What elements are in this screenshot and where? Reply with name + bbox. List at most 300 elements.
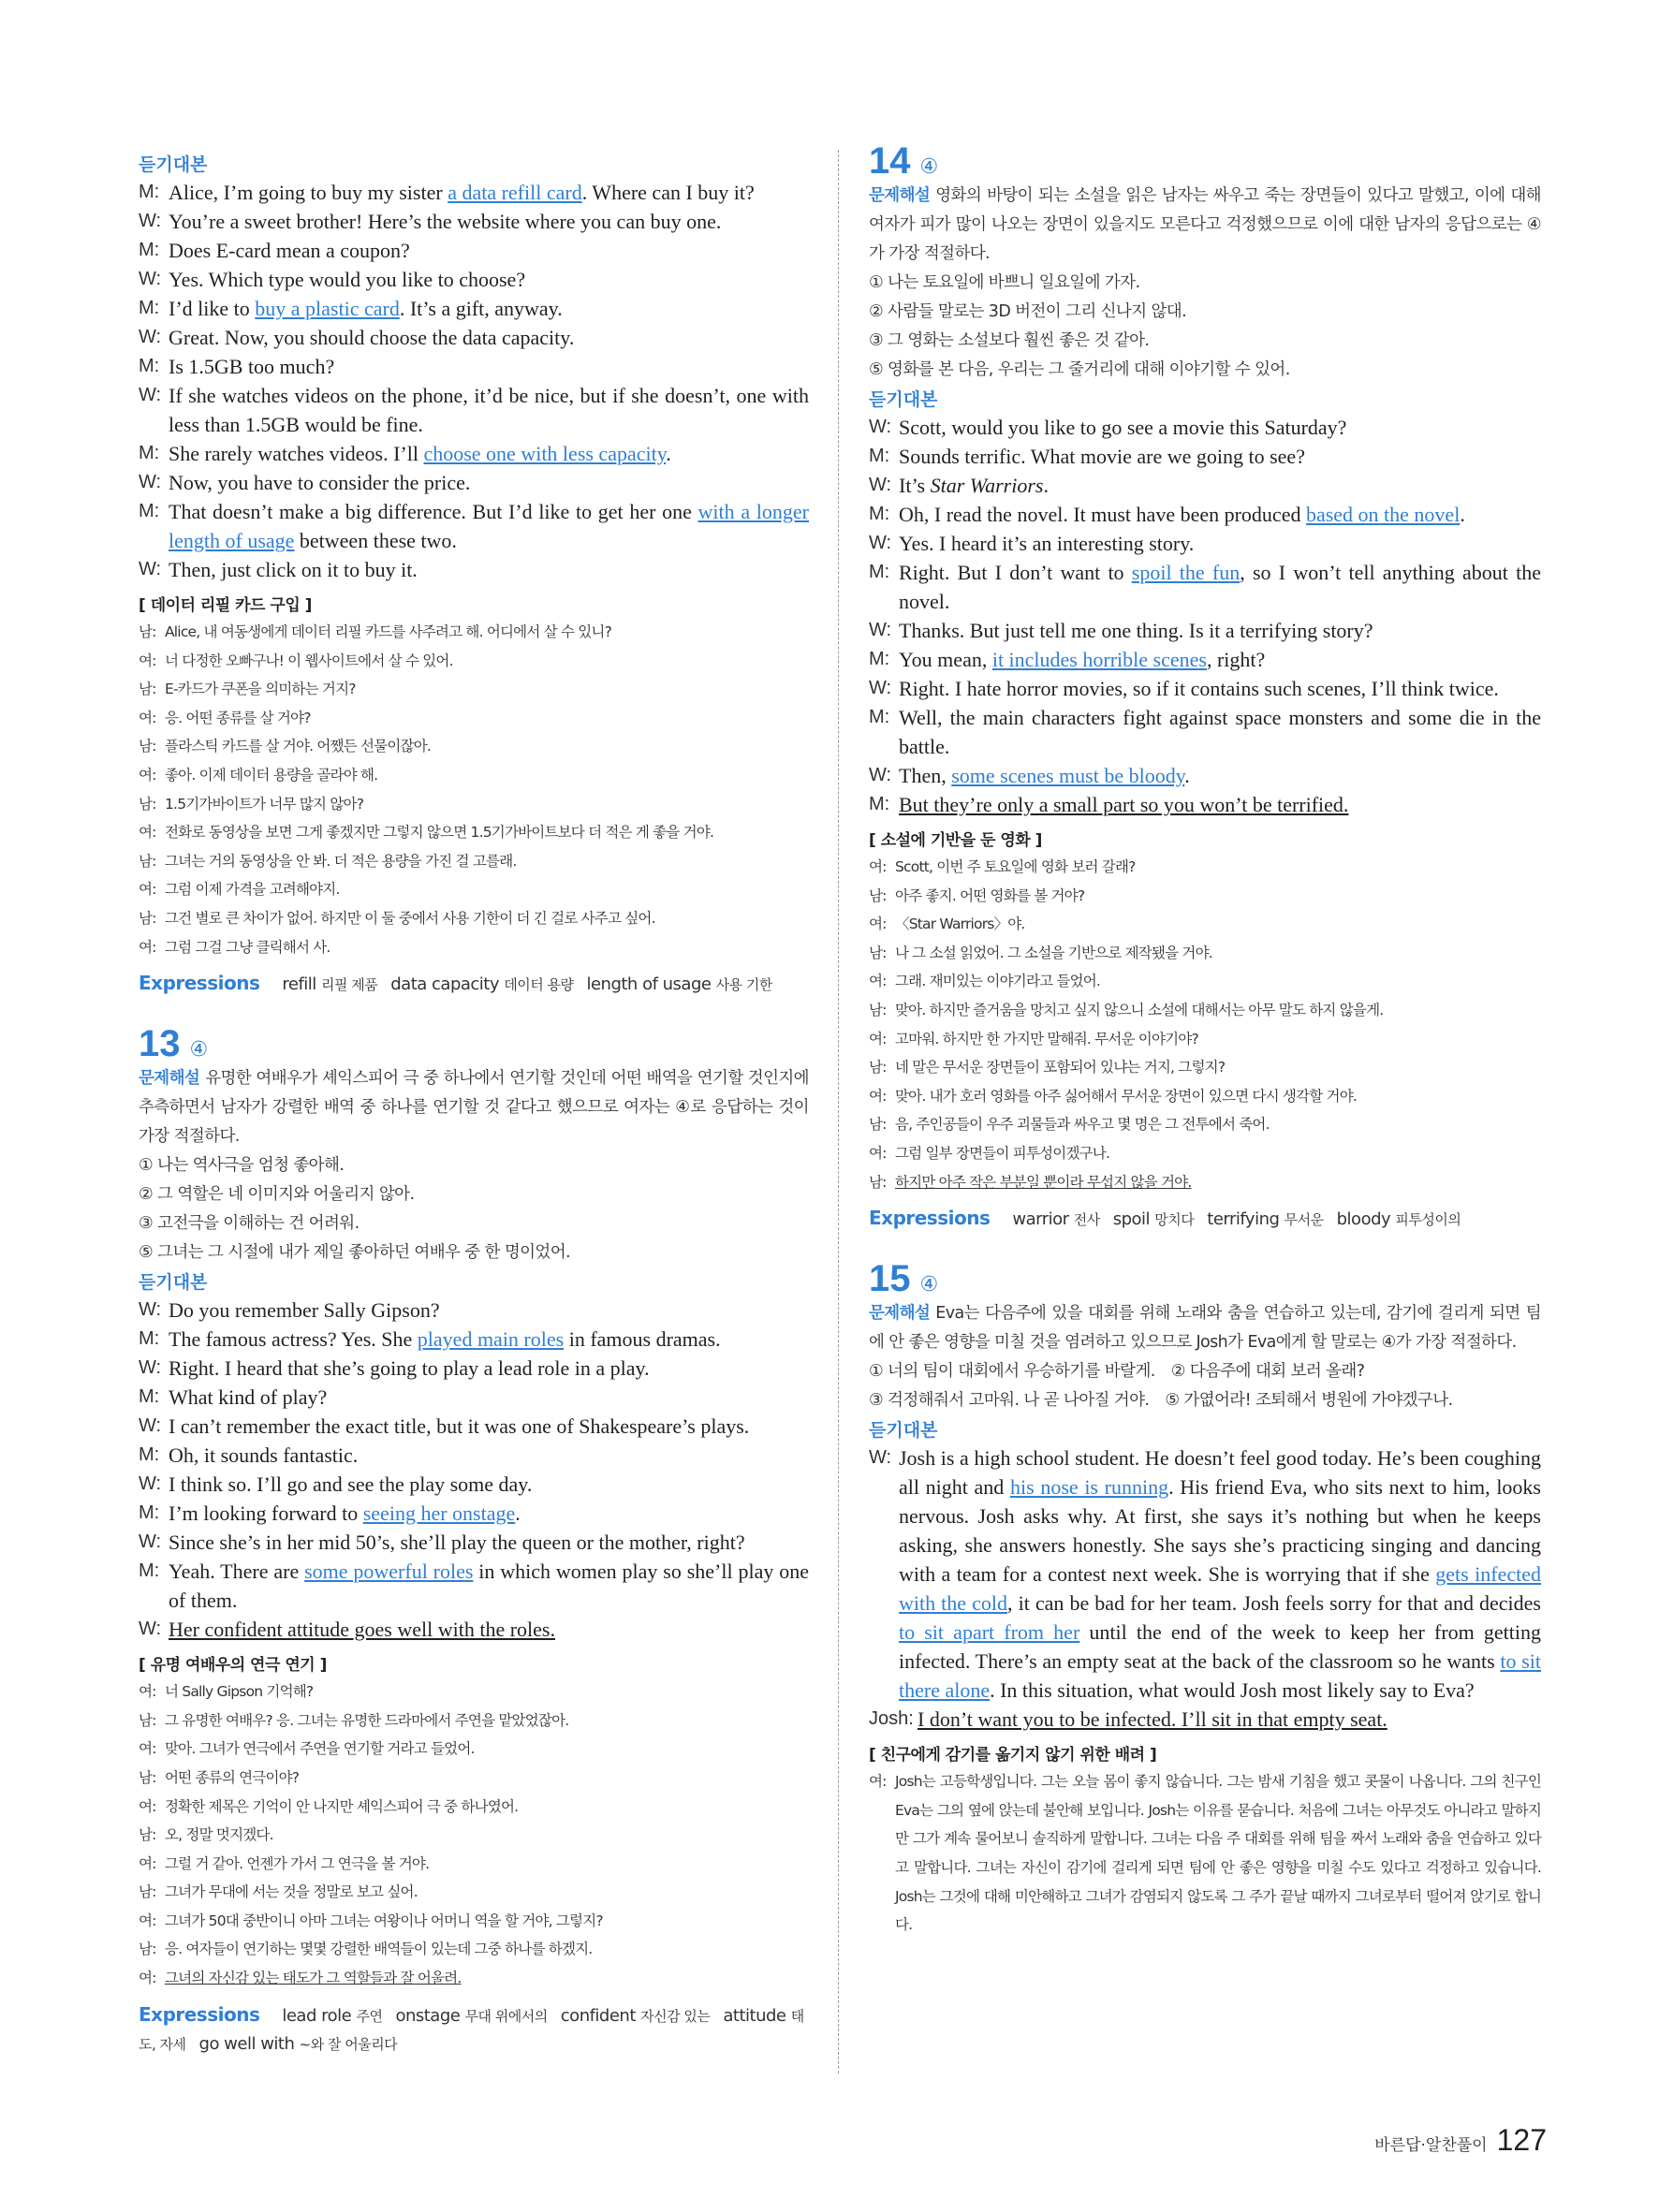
utterance [899, 442, 1541, 471]
text-run: Yes. Which type would you like to choose? [169, 268, 526, 291]
dialogue-line [139, 1470, 809, 1499]
speaker: W: [869, 678, 892, 698]
expression-kr: ~와 잘 어울리다 [299, 2035, 398, 2053]
option: ② 그 역할은 네 이미지와 어울리지 않아. [139, 1185, 415, 1205]
key-phrase: it includes horrible scenes [991, 648, 1207, 671]
text-run: . [666, 442, 671, 465]
text-run: Yes. I heard it’s an interesting story. [899, 532, 1195, 555]
dialogue-line [139, 236, 809, 265]
dialogue-line [139, 1499, 809, 1528]
dialogue-line [869, 616, 1541, 645]
translation-line [139, 761, 809, 790]
option: ③ 고전극을 이해하는 건 어려워. [139, 1214, 360, 1234]
utterance [169, 1528, 809, 1557]
answer-line: Her confident attitude goes well with the roles. [169, 1618, 555, 1642]
translation-text: 맞아. 그녀가 연극에서 주연을 연기할 거라고 들었어. [165, 1740, 475, 1758]
translation-text: Alice, 내 여동생에게 데이터 리필 카드를 사주려고 해. 어디에서 살 수 있니? [165, 623, 612, 640]
translation-text: 그녀의 자신감 있는 태도가 그 역할들과 잘 어울려. [165, 1970, 462, 1987]
utterance [169, 1354, 809, 1383]
question-answer: ④ [189, 1038, 209, 1062]
text-run: . It’s a gift, anyway. [399, 297, 563, 320]
expression-kr: 피투성이의 [1395, 1211, 1461, 1229]
translation-line [139, 732, 809, 761]
dialogue-line [139, 323, 809, 352]
utterance [169, 1470, 809, 1499]
dialogue-line [139, 1296, 809, 1325]
expression-kr: 망치다 [1154, 1211, 1195, 1229]
translation-text: 그녀가 50대 중반이니 아마 그녀는 여왕이나 어머니 역을 할 거야, 그렇지? [165, 1912, 603, 1929]
translation-text: 그녀가 무대에 서는 것을 정말로 보고 싶어. [165, 1883, 418, 1901]
dialogue-line [139, 381, 809, 439]
translation-line [869, 1168, 1541, 1197]
expression-kr: 전사 [1073, 1211, 1100, 1229]
translation-speaker: 남: [139, 1711, 156, 1729]
script-label: 듣기대본 [139, 154, 208, 175]
translation-line [869, 1053, 1541, 1082]
translation-line [139, 1850, 809, 1879]
expression-en: go well with [198, 2033, 295, 2054]
dialogue-line [139, 352, 809, 381]
translation-speaker: 남: [139, 852, 156, 870]
question-answer: ④ [919, 1273, 939, 1297]
dialogue-line [139, 468, 809, 497]
translation-text: Scott, 이번 주 토요일에 영화 보러 갈래? [895, 858, 1136, 875]
text-run: . [515, 1502, 521, 1526]
translation-speaker: 남: [139, 1826, 156, 1844]
text-run: I’d like to [169, 297, 256, 320]
translation-text: 그녀는 거의 동영상을 안 봐. 더 적은 용량을 가진 걸 고를래. [165, 852, 517, 870]
translation-text: 너 다정한 오빠구나! 이 웹사이트에서 살 수 있어. [165, 652, 453, 669]
translation-title: [ 소설에 기반을 둔 영화 ] [869, 831, 1042, 850]
translation-line [139, 647, 809, 676]
speaker: M: [869, 504, 890, 524]
text-run: That doesn’t make a big difference. But I’d like to get her one [169, 500, 698, 523]
translation-title: [ 유명 여배우의 연극 연기 ] [139, 1656, 327, 1676]
utterance [899, 790, 1541, 819]
text-run: The famous actress? Yes. She [169, 1327, 418, 1352]
translation-speaker: 여: [139, 1683, 156, 1701]
translation-speaker: 남: [869, 944, 887, 961]
text-run: I think so. I’ll go and see the play some day. [169, 1472, 533, 1497]
speaker: W: [139, 559, 162, 579]
utterance [899, 761, 1541, 790]
text-run: , right? [1206, 648, 1266, 671]
dialogue-line [139, 1325, 809, 1354]
speaker: W: [869, 620, 892, 640]
text-run: Right. But I don’t want to [899, 561, 1132, 584]
expression-en: data capacity [390, 974, 500, 995]
answer-line: I don’t want you to be infected. I’ll sit in that empty seat. [918, 1707, 1387, 1732]
translation-line [869, 996, 1541, 1025]
utterance [918, 1705, 1541, 1734]
text-run: Star Warriors [930, 474, 1044, 497]
expression-en: onstage [395, 2005, 461, 2026]
translation-line [869, 1110, 1541, 1139]
expression-item [199, 2034, 398, 2054]
translation-paragraph [869, 1767, 1541, 1940]
translation-text: 음, 주인공들이 우주 괴물들과 싸우고 몇 명은 그 전투에서 죽어. [895, 1116, 1270, 1134]
dialogue-line [139, 1557, 809, 1615]
text-run: Scott, would you like to go see a movie this Saturday? [899, 416, 1347, 439]
translation-speaker: 여: [139, 766, 156, 784]
expressions [139, 2000, 809, 2058]
utterance [169, 468, 809, 497]
dialogue-line [139, 1354, 809, 1383]
translation-speaker: 남: [139, 738, 156, 755]
text-run: It’s [899, 474, 931, 497]
translation-line [139, 675, 809, 704]
translation-text: 고마워. 하지만 한 가지만 말해줘. 무서운 이야기야? [895, 1030, 1198, 1047]
text-run: . His friend Eva, who sits next to him, looks nervous. Josh asks why. At first, she says it’s nothing but when he keeps asking, she answers honestly. She says she’s practicing singing and dancing with a team for a contest next week. She is worrying that if she [899, 1475, 1541, 1587]
translation-text: 그럴 거 같아. 언젠가 가서 그 연극을 볼 거야. [165, 1854, 430, 1872]
translation-line [139, 790, 809, 819]
translation-text: Josh는 고등학생입니다. 그는 오늘 몸이 좋지 않습니다. 그는 밤새 기침을 했고 콧물이 나옵니다. 그의 친구인 Eva는 그의 옆에 앉는데 불안해 보입니다. Josh는 이유를 묻습니다. 처음에 그녀는 아무것도 아니라고 말하지만 그가 계속 물어보니 솔직하게 말합니다. 그녀는 다음 주 대회를 위해 팀을 짜서 노래와 춤을 연습하고 있다고 말합니다. 그녀는 자신이 감기에 걸리게 되면 팀에 안 좋은 영향을 미칠 수도 있다고 걱정하고 있습니다. Josh는 그것에 대해 미안해하고 그녀가 감염되지 않도록 그 주가 끝날 때까지 그녀로부터 떨어져 앉기로 합니다. [895, 1773, 1541, 1934]
translation-line [139, 904, 809, 933]
question-number: 15 [869, 1258, 911, 1300]
key-phrase: with a longer length of usage [169, 500, 809, 552]
text-run: Is 1.5GB too much? [169, 355, 335, 378]
translation-text: 너 Sally Gipson 기억해? [165, 1683, 314, 1701]
text-run: I’m looking forward to [169, 1502, 363, 1526]
text-run: Yeah. There are [169, 1560, 305, 1584]
text-run: between these two. [294, 529, 457, 552]
translation-text: 〈Star Warriors〉야. [895, 916, 1025, 933]
expression-en: attitude [723, 2005, 786, 2026]
speaker: W: [139, 269, 162, 289]
script-label: 듣기대본 [139, 1272, 208, 1294]
column-divider [838, 150, 839, 2073]
utterance [169, 236, 809, 265]
speaker: W: [139, 1415, 162, 1437]
translation-text: 네 말은 무서운 장면들이 포함되어 있냐는 거지, 그렇지? [895, 1059, 1226, 1077]
translation-speaker: 남: [139, 1768, 156, 1786]
speaker: W: [869, 417, 892, 437]
translation-line [139, 1821, 809, 1850]
translation-text: 그럼 그걸 그냥 클릭해서 사. [165, 938, 330, 956]
utterance [169, 178, 809, 207]
translation-line [869, 939, 1541, 968]
translation-text: 그럼 이제 가격을 고려해야지. [165, 881, 340, 899]
text-run: Right. I heard that she’s going to play a lead role in a play. [169, 1356, 650, 1381]
dialogue-line [869, 500, 1541, 529]
translation-speaker: 여: [139, 1740, 156, 1758]
expression-kr: 자신감 있는 [640, 2007, 711, 2025]
text-run: I can’t remember the exact title, but it was one of Shakespeare’s plays. [169, 1414, 750, 1439]
utterance [169, 439, 809, 468]
translation-line [139, 818, 809, 847]
translation-speaker: 여: [869, 858, 887, 875]
translation-line [139, 1735, 809, 1764]
option: ① 나는 역사극을 엄청 좋아해. [139, 1156, 345, 1176]
text-run: . In this situation, what would Josh most likely say to Eva? [990, 1678, 1475, 1703]
translation-line [139, 875, 809, 904]
key-phrase: gets infected with the cold [899, 1562, 1541, 1616]
utterance [899, 558, 1541, 616]
translation-text: 하지만 아주 작은 부분일 뿐이라 무섭지 않을 거야. [895, 1173, 1192, 1191]
utterance [899, 529, 1541, 558]
dialogue [869, 1443, 1541, 1734]
speaker: M: [869, 649, 890, 669]
translation-text: 그건 별로 큰 차이가 없어. 하지만 이 둘 중에서 사용 기한이 더 긴 걸로 사주고 싶어. [165, 909, 655, 927]
expression-item [282, 2006, 382, 2026]
expression-en: length of usage [586, 974, 712, 995]
text-run: Sounds terrific. What movie are we going to see? [899, 445, 1305, 468]
utterance [169, 1383, 809, 1412]
translation-speaker: 여: [869, 1030, 887, 1047]
text-run: Great. Now, you should choose the data capacity. [169, 326, 575, 349]
footer-label: 바른답·알찬풀이 [1374, 2136, 1488, 2155]
translation-line [869, 910, 1541, 939]
utterance [169, 1499, 809, 1528]
text-run: Do you remember Sally Gipson? [169, 1298, 440, 1323]
question-header [139, 1023, 809, 1064]
utterance [169, 1296, 809, 1325]
expressions [139, 969, 809, 999]
translation-speaker: 여: [139, 824, 156, 842]
key-phrase: buy a plastic card [255, 297, 400, 320]
expression-kr: 데이터 용량 [504, 976, 574, 994]
question-number: 13 [139, 1023, 181, 1065]
utterance [169, 497, 809, 555]
speaker: W: [139, 385, 162, 405]
translation-line [139, 847, 809, 876]
translation-line [139, 1707, 809, 1736]
explanation-text: Eva는 다음주에 있을 대회를 위해 노래와 춤을 연습하고 있는데, 감기에 걸리게 되면 팀에 안 좋은 영향을 미칠 것을 염려하고 있으므로 Josh가 Eva에게 할 말로는 ④가 가장 적절하다. [869, 1304, 1541, 1353]
dialogue-line [139, 1412, 809, 1441]
expression-en: confident [560, 2005, 636, 2026]
options [139, 1151, 809, 1267]
text-run: Since she’s in her mid 50’s, she’ll play the queen or the mother, right? [169, 1531, 745, 1555]
text-run: in which women play so she’ll play one of them. [169, 1560, 809, 1613]
speaker: M: [869, 794, 890, 814]
speaker: M: [139, 1386, 160, 1408]
utterance [169, 1557, 809, 1615]
translation [869, 853, 1541, 1196]
utterance [169, 265, 809, 294]
text-run: Then, [899, 764, 952, 787]
translation-speaker: 남: [139, 909, 156, 927]
translation-speaker: 여: [869, 1144, 887, 1162]
expression-en: bloody [1336, 1209, 1391, 1230]
translation-text: 정확한 제목은 기억이 안 나지만 셰익스피어 극 중 하나였어. [165, 1797, 519, 1815]
option: ① 나는 토요일에 바쁘니 일요일에 가자. [869, 273, 1140, 292]
speaker: M: [139, 298, 160, 318]
translation-speaker: 여: [139, 881, 156, 899]
speaker: W: [869, 765, 892, 785]
speaker: W: [139, 327, 162, 347]
expression-kr: 리필 제품 [321, 976, 378, 994]
text-run: What kind of play? [169, 1385, 328, 1410]
utterance [899, 616, 1541, 645]
translation-speaker: 여: [139, 938, 156, 956]
page-number: 127 [1496, 2123, 1547, 2157]
question-header [869, 140, 1541, 182]
translation-speaker: 여: [869, 973, 887, 990]
utterance [169, 207, 809, 236]
translation-speaker: 여: [139, 1970, 156, 1987]
answer-line: But they’re only a small part so you won’t be terrified. [899, 793, 1349, 816]
text-run: Thanks. But just tell me one thing. Is it a terrifying story? [899, 619, 1373, 642]
key-phrase: to sit apart from her [899, 1620, 1080, 1645]
utterance [169, 323, 809, 352]
left-column [139, 150, 809, 2058]
explanation [139, 1064, 809, 1151]
translation-speaker: 여: [139, 1912, 156, 1929]
translation-line [139, 1907, 809, 1936]
translation-text: 1.5기가바이트가 너무 많지 않아? [165, 795, 364, 813]
expression-kr: 태도, 자세 [139, 2007, 804, 2053]
expression-kr: 사용 기한 [715, 976, 772, 994]
dialogue-line [869, 703, 1541, 761]
options [869, 269, 1541, 385]
speaker: W: [139, 211, 162, 231]
translation-line [139, 1878, 809, 1907]
speaker: M: [139, 240, 160, 260]
utterance [899, 645, 1541, 674]
key-phrase: a data refill card [448, 181, 582, 204]
translation-line [869, 1025, 1541, 1054]
explanation-label: 문제해설 [139, 1069, 200, 1089]
dialogue-line [869, 529, 1541, 558]
translation-line [139, 933, 809, 962]
text-run: Then, just click on it to buy it. [169, 558, 418, 581]
key-phrase: seeing her onstage [362, 1502, 516, 1526]
translation-line [869, 853, 1541, 882]
translation-text: E-카드가 쿠폰을 의미하는 거지? [165, 681, 356, 698]
utterance [899, 703, 1541, 761]
speaker: M: [139, 1560, 160, 1582]
expression-item [390, 974, 573, 994]
key-phrase: played main roles [417, 1327, 565, 1352]
text-run: . Where can I buy it? [581, 181, 755, 204]
dialogue-line [869, 471, 1541, 500]
dialogue-line [869, 413, 1541, 442]
translation-text: 그 유명한 여배우? 응. 그녀는 유명한 드라마에서 주연을 맡았었잖아. [165, 1711, 569, 1729]
translation-title: [ 친구에게 감기를 옮기지 않기 위한 배려 ] [869, 1746, 1157, 1765]
dialogue-line [139, 178, 809, 207]
dialogue-line [869, 674, 1541, 703]
expression-item [586, 974, 771, 994]
translation-text: 플라스틱 카드를 살 거야. 어쨌든 선물이잖아. [165, 738, 432, 755]
translation-speaker: 남: [139, 1883, 156, 1901]
translation-title: [ 데이터 리필 카드 구입 ] [139, 596, 312, 615]
option: ⑤ 그녀는 그 시절에 내가 제일 좋아하던 여배우 중 한 명이었어. [139, 1243, 570, 1263]
translation-speaker: 남: [139, 795, 156, 813]
dialogue-line [869, 1705, 1541, 1734]
utterance [899, 471, 1541, 500]
speaker: M: [869, 446, 890, 466]
translation-speaker: 남: [139, 623, 156, 640]
dialogue-line [139, 497, 809, 555]
translation-text: 오, 정말 멋지겠다. [165, 1826, 273, 1844]
translation-line [869, 1082, 1541, 1111]
dialogue-line [139, 1441, 809, 1470]
option: ③ 걱정해줘서 고마워. 나 곧 나아질 거야. [869, 1391, 1150, 1411]
dialogue-line [869, 442, 1541, 471]
text-run: . [1043, 474, 1049, 497]
expression-en: refill [282, 974, 316, 995]
translation-speaker: 남: [139, 1941, 156, 1958]
translation-line [869, 967, 1541, 996]
speaker: W: [139, 1473, 162, 1495]
expressions-label: Expressions [139, 972, 260, 995]
utterance [169, 1615, 809, 1644]
dialogue-line [139, 1615, 809, 1644]
translation-line [869, 882, 1541, 911]
page-footer [1374, 2123, 1547, 2158]
text-run: Oh, I read the novel. It must have been produced [899, 503, 1306, 526]
translation-line [139, 1793, 809, 1822]
key-phrase: his nose is running [1009, 1475, 1169, 1500]
dialogue-line [139, 265, 809, 294]
utterance [169, 1441, 809, 1470]
utterance [899, 413, 1541, 442]
expression-item [282, 974, 377, 994]
text-run: . [1184, 764, 1190, 787]
utterance [169, 352, 809, 381]
translation-speaker: 여: [139, 709, 156, 726]
question-number: 14 [869, 140, 911, 182]
explanation [869, 1299, 1541, 1357]
speaker: M: [139, 1502, 160, 1524]
translation-speaker: 여: [139, 1854, 156, 1872]
translation [139, 1677, 809, 1993]
dialogue-line [139, 1528, 809, 1557]
speaker: M: [139, 356, 160, 376]
key-phrase: spoil the fun [1131, 561, 1241, 584]
translation-line [139, 1964, 809, 1993]
text-run: If she watches videos on the phone, it’d be nice, but if she doesn’t, one with less than 1.5GB would be fine. [169, 384, 809, 436]
utterance [169, 294, 809, 323]
speaker: W: [869, 475, 892, 495]
speaker: M: [139, 1444, 160, 1466]
key-phrase: some scenes must be bloody [951, 764, 1185, 787]
text-run: Well, the main characters fight against space monsters and some die in the battle. [899, 706, 1541, 758]
key-phrase: to sit there alone [899, 1649, 1541, 1703]
key-phrase: choose one with less capacity [423, 442, 667, 465]
translation-speaker: 여: [139, 1797, 156, 1815]
expression-item [1337, 1209, 1461, 1229]
translation-text: 전화로 동영상을 보면 그게 좋겠지만 그렇지 않으면 1.5기가바이트보다 더 적은 게 좋을 거야. [165, 824, 714, 842]
expression-item [1113, 1209, 1195, 1229]
text-run: , it can be bad for her team. Josh feels sorry for that and decides [1007, 1591, 1541, 1616]
question-answer: ④ [919, 155, 939, 179]
speaker: W: [139, 1357, 162, 1379]
translation-speaker: 남: [139, 681, 156, 698]
translation-text: 맞아. 하지만 즐거움을 망치고 싶지 않으니 소설에 대해서는 아무 말도 하지 않을게. [895, 1001, 1384, 1018]
text-run: You’re a sweet brother! Here’s the website where you can buy one. [169, 210, 722, 233]
explanation [869, 182, 1541, 269]
translation-text: 나 그 소설 읽었어. 그 소설을 기반으로 제작됐을 거야. [895, 944, 1212, 961]
option: ⑤ 가엾어라! 조퇴해서 병원에 가야겠구나. [1165, 1391, 1453, 1411]
translation-speaker: 여: [869, 1773, 887, 1791]
dialogue-line [869, 558, 1541, 616]
translation-speaker: 남: [869, 1116, 887, 1134]
translation-speaker: 여: [869, 1087, 887, 1105]
utterance [899, 1443, 1541, 1705]
expression-kr: 주연 [356, 2007, 383, 2025]
dialogue-line [869, 790, 1541, 819]
text-run: Right. I hate horror movies, so if it contains such scenes, I’ll think twice. [899, 677, 1499, 700]
utterance [899, 500, 1541, 529]
option: ⑤ 영화를 본 다음, 우리는 그 줄거리에 대해 이야기할 수 있어. [869, 360, 1290, 379]
text-run: Oh, it sounds fantastic. [169, 1443, 359, 1468]
expressions-label: Expressions [139, 2002, 260, 2026]
text-run: . [1460, 503, 1465, 526]
option: ② 다음주에 대회 보러 올래? [1170, 1362, 1365, 1382]
dialogue-line [139, 294, 809, 323]
text-run: in famous dramas. [564, 1327, 721, 1352]
